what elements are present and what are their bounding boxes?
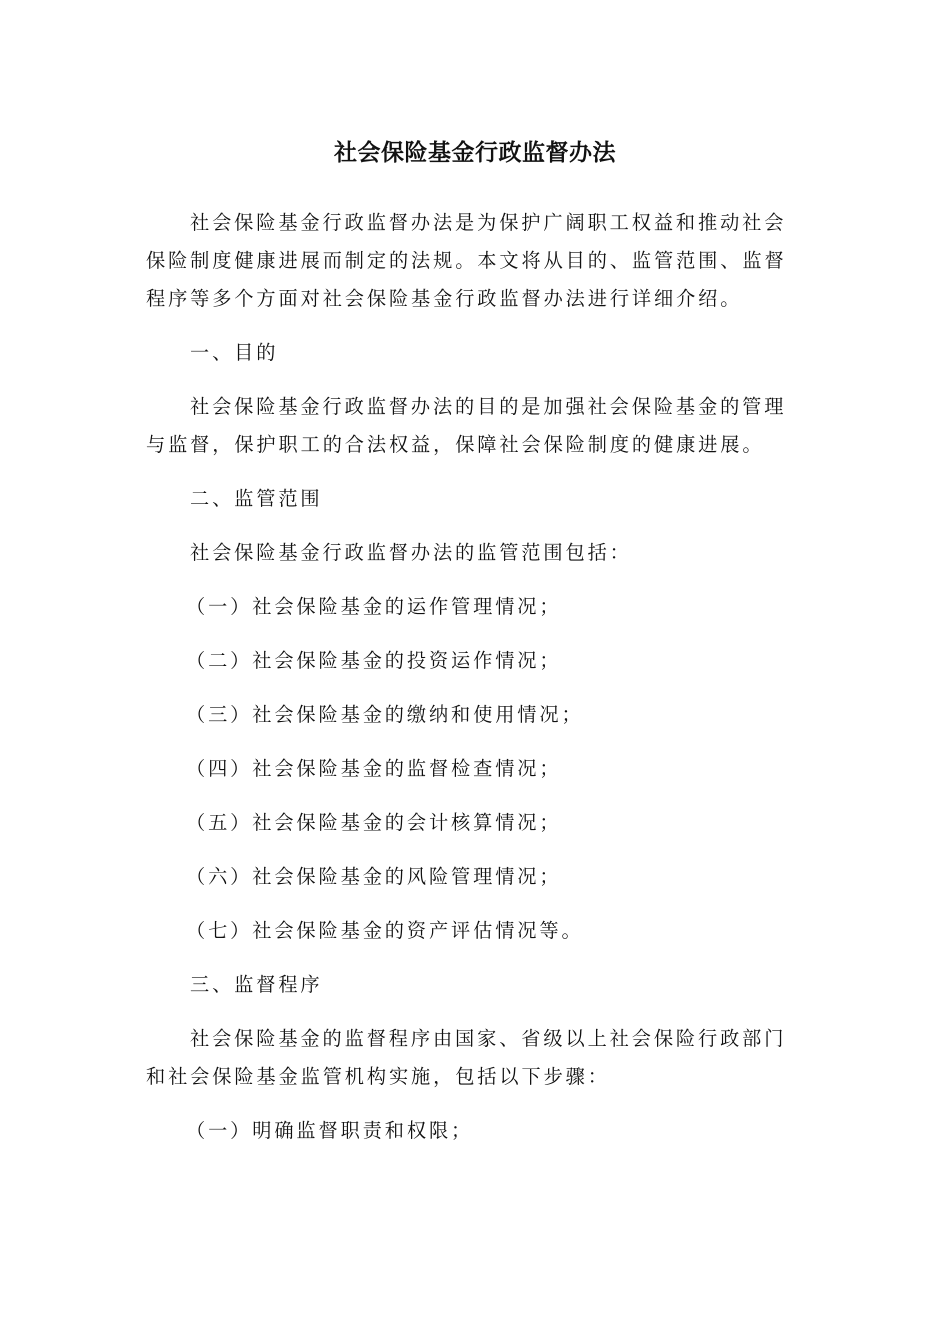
list-item: （七）社会保险基金的资产评估情况等。: [186, 919, 584, 942]
section-2-intro: 社会保险基金行政监督办法的监管范围包括：: [190, 541, 632, 564]
list-item: （二）社会保险基金的投资运作情况；: [186, 649, 562, 672]
list-item: （四）社会保险基金的监督检查情况；: [186, 757, 562, 780]
document-body: [146, 204, 796, 1150]
section-1-heading: 一、目的: [190, 341, 279, 364]
document-title: 社会保险基金行政监督办法: [334, 140, 616, 166]
section-1-paragraph: 社会保险基金行政监督办法的目的是加强社会保险基金的管理与监督，保护职工的合法权益，保障社会保险制度的健康进展。: [146, 395, 787, 456]
section-2-heading: 二、监管范围: [190, 487, 323, 510]
list-item: （五）社会保险基金的会计核算情况；: [186, 811, 562, 834]
list-item: （一）明确监督职责和权限；: [186, 1119, 474, 1142]
list-item: （六）社会保险基金的风险管理情况；: [186, 865, 562, 888]
intro-paragraph: 社会保险基金行政监督办法是为保护广阔职工权益和推动社会保险制度健康进展而制定的法规。本文将从目的、监管范围、监督程序等多个方面对社会保险基金行政监督办法进行详细介绍。: [146, 211, 787, 310]
list-item: （三）社会保险基金的缴纳和使用情况；: [186, 703, 584, 726]
list-item: （一）社会保险基金的运作管理情况；: [186, 595, 562, 618]
section-3-heading: 三、监督程序: [190, 973, 323, 996]
section-3-paragraph: 社会保险基金的监督程序由国家、省级以上社会保险行政部门和社会保险基金监管机构实施，包括以下步骤：: [146, 1027, 787, 1088]
